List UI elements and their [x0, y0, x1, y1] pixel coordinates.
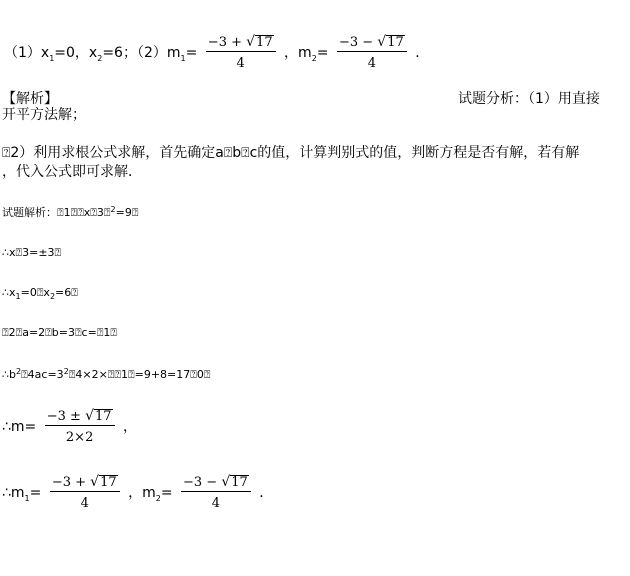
sub: 1 — [24, 493, 30, 503]
fraction-denominator: 2×2 — [65, 430, 94, 445]
sub: 2 — [155, 493, 161, 503]
radicand: 17 — [94, 409, 112, 424]
radicand: 17 — [231, 475, 248, 490]
equals: = — [160, 485, 173, 501]
num-text: −3 − — [183, 475, 222, 490]
analysis-header: 【解析】 — [2, 91, 58, 107]
step-text: ⍰4ac=3 — [21, 368, 64, 381]
fraction-denominator: 4 — [211, 496, 221, 511]
sub: 1 — [180, 53, 186, 63]
sqrt-icon: √ — [246, 34, 256, 50]
equals: = — [185, 45, 198, 61]
answer-text: =6；（2）m — [102, 45, 181, 61]
answer-text: ，m — [284, 45, 312, 61]
fraction-numerator — [50, 474, 120, 492]
radicand: 17 — [256, 35, 273, 50]
step-text: 试题解析：⍰1⍰⍰x⍰3⍰ — [2, 206, 111, 219]
sqrt-icon: √ — [85, 408, 94, 424]
solution-final — [2, 474, 273, 512]
fraction-numerator — [181, 474, 251, 492]
fraction-final-m2 — [181, 474, 251, 512]
step-text: ∴b — [2, 368, 16, 381]
fraction-m — [45, 408, 115, 446]
fraction-m2 — [337, 34, 407, 72]
analysis-right: 试题分析：（1）用直接 — [458, 91, 600, 107]
fraction-m1 — [206, 34, 276, 72]
step-text: =0⍰x — [20, 286, 50, 299]
answer-line — [4, 34, 429, 72]
sub: 2 — [311, 53, 317, 63]
sqrt-icon: √ — [90, 474, 100, 490]
answer-text: =0，x — [54, 45, 98, 61]
answer-part1: （1）x — [4, 45, 50, 61]
fraction-numerator — [337, 34, 407, 52]
sqrt-icon: √ — [377, 34, 387, 50]
sup: 2 — [110, 205, 116, 214]
fraction-numerator — [206, 34, 276, 52]
solution-step4: ⍰2⍰a=2⍰b=3⍰c=⍰1⍰ — [2, 326, 118, 339]
equals: = — [316, 45, 329, 61]
analysis-line2: 开平方法解； — [2, 107, 86, 123]
sub: 1 — [49, 53, 55, 63]
fraction-numerator — [45, 408, 115, 426]
fraction-final-m1 — [50, 474, 120, 512]
step-text: ∴m — [2, 485, 25, 501]
solution-m-formula — [2, 408, 137, 446]
radicand: 17 — [387, 35, 404, 50]
analysis-line4: ，代入公式即可求解． — [2, 164, 142, 180]
final-period: ． — [259, 485, 274, 501]
m-comma: ， — [122, 419, 137, 435]
answer-period: ． — [415, 45, 430, 61]
step-text: =9⍰ — [115, 206, 139, 219]
sub: 2 — [49, 292, 56, 302]
num-text: −3 + — [51, 475, 91, 490]
num-text: −3 ± — [46, 409, 86, 424]
sub: 2 — [97, 53, 103, 63]
step-text: =6⍰ — [55, 286, 78, 299]
sup: 2 — [63, 367, 69, 376]
fraction-denominator: 4 — [236, 56, 245, 71]
fraction-denominator: 4 — [80, 496, 89, 511]
step-text: ，m — [128, 485, 156, 501]
sqrt-icon: √ — [221, 474, 231, 490]
sup: 2 — [15, 367, 22, 376]
m-label: ∴m= — [2, 419, 37, 435]
radicand: 17 — [100, 475, 117, 490]
num-text: −3 − — [338, 35, 378, 50]
solution-step5 — [2, 364, 210, 383]
solution-step2: ∴x⍰3=±3⍰ — [2, 246, 62, 259]
num-text: −3 + — [207, 35, 247, 50]
solution-step3 — [2, 285, 78, 305]
sub: 1 — [15, 292, 21, 302]
step-text: ∴x — [2, 286, 16, 299]
solution-intro — [2, 202, 138, 221]
analysis-line3: ⍰2）利用求根公式求解，首先确定a⍰b⍰c的值，计算判别式的值，判断方程是否有解，若有解 — [2, 145, 580, 161]
fraction-denominator: 4 — [367, 56, 376, 71]
equals: = — [29, 485, 42, 501]
step-text: ⍰4×2×⍰⍰1⍰=9+8=17⍰0⍰ — [68, 368, 211, 381]
